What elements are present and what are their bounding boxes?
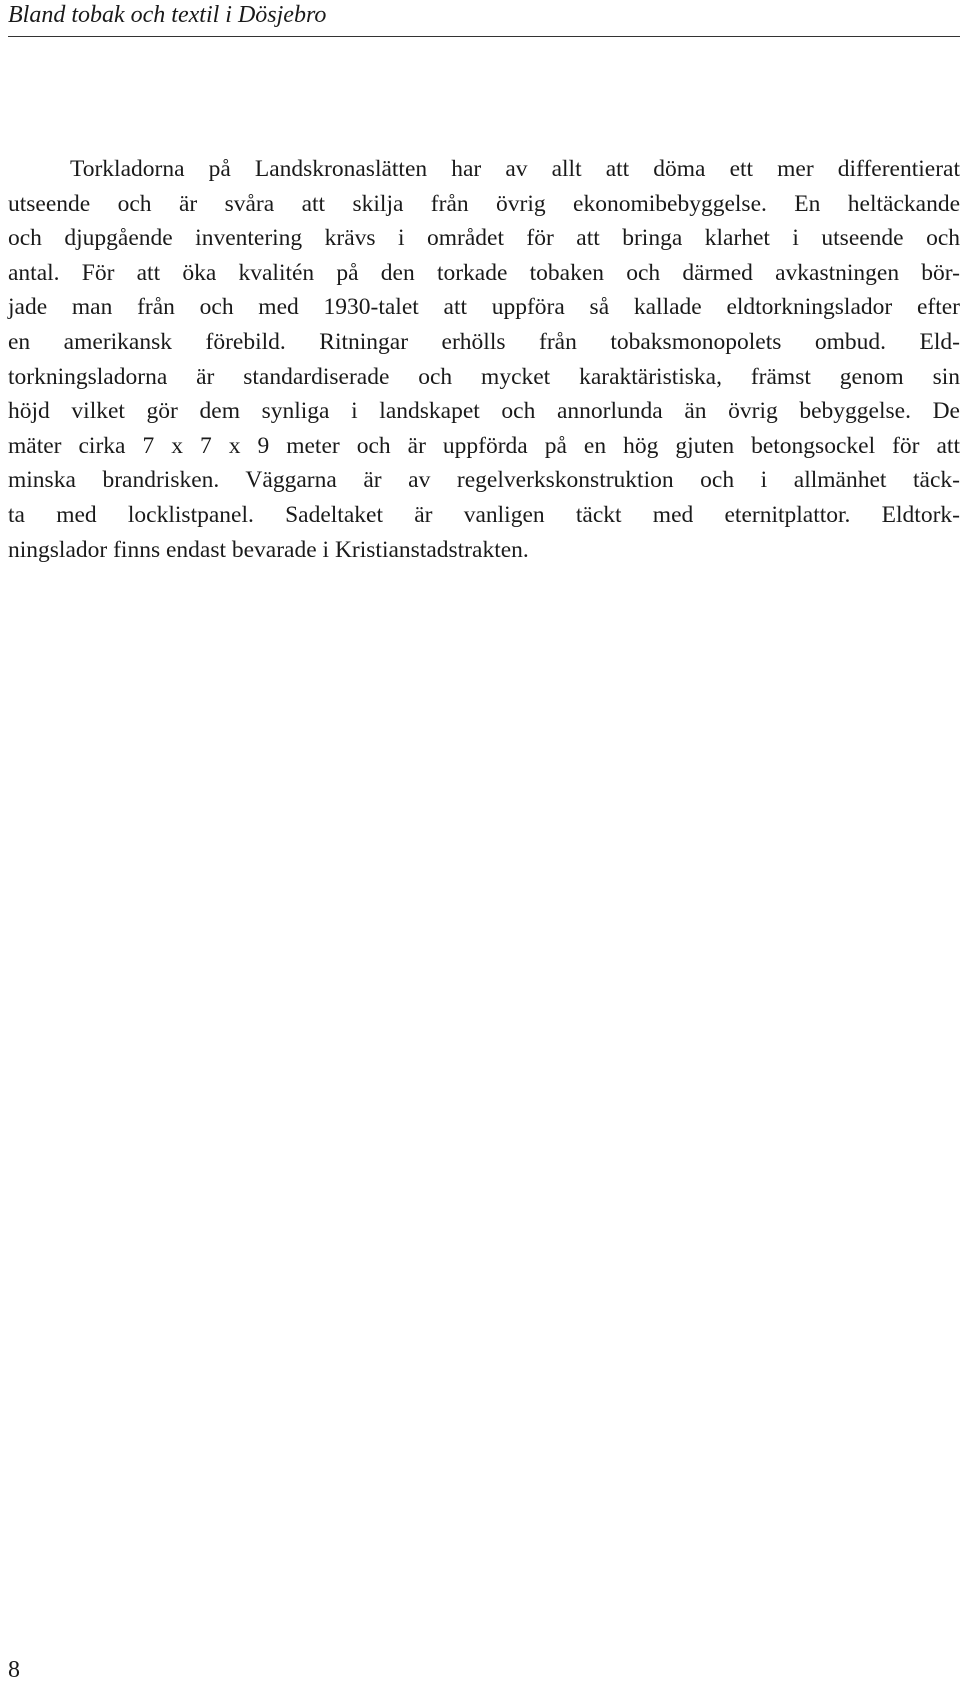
paragraph-line: antal. För att öka kvalitén på den torkade tobaken och därmed avkastningen bör- (8, 259, 960, 286)
body-paragraph (8, 152, 960, 567)
paragraph-line: torkningsladorna är standardiserade och mycket karaktäristiska, främst genom sin (8, 363, 960, 390)
paragraph-line: Torkladorna på Landskronaslätten har av allt att döma ett mer differentierat (70, 156, 960, 182)
paragraph-line: utseende och är svåra att skilja från övrig ekonomibebyggelse. En heltäckande (8, 190, 960, 217)
paragraph-line: ta med locklistpanel. Sadeltaket är vanligen täckt med eternitplattor. Eldtork- (8, 501, 960, 528)
paragraph-line: mäter cirka 7 x 7 x 9 meter och är uppförda på en hög gjuten betongsockel för att (8, 432, 960, 459)
running-header-title: Bland tobak och textil i Dösjebro (8, 2, 327, 28)
paragraph-line: jade man från och med 1930-talet att uppföra så kallade eldtorkningslador efter (8, 294, 960, 321)
paragraph-line: och djupgående inventering krävs i området för att bringa klarhet i utseende och (8, 225, 960, 252)
paragraph-line: ningslador finns endast bevarade i Kristianstadstrakten. (8, 536, 529, 563)
page-number: 8 (8, 1657, 20, 1683)
paragraph-line: en amerikansk förebild. Ritningar erhölls från tobaksmonopolets ombud. Eld- (8, 328, 960, 355)
paragraph-line: höjd vilket gör dem synliga i landskapet och annorlunda än övrig bebyggelse. De (8, 398, 960, 425)
paragraph-line: minska brandrisken. Väggarna är av regelverkskonstruktion och i allmänhet täck- (8, 467, 960, 494)
running-header (8, 0, 960, 37)
